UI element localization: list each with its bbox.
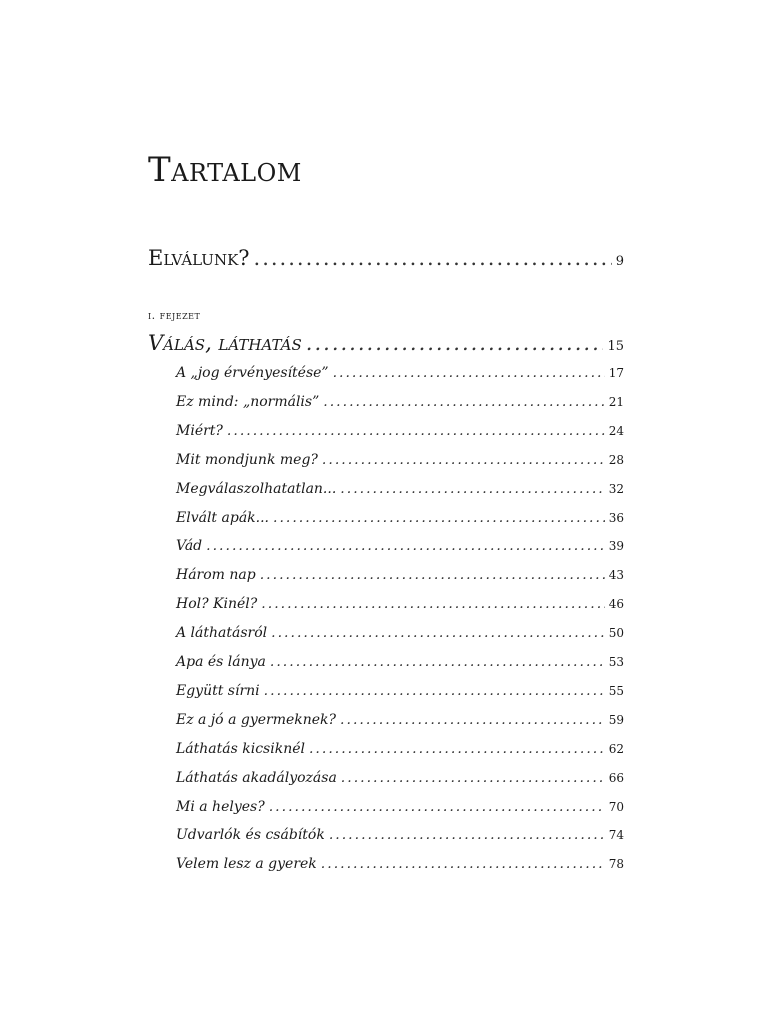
dot-leader bbox=[309, 741, 605, 757]
dot-leader bbox=[321, 856, 605, 872]
chapter-label: i. fejezet bbox=[148, 309, 201, 322]
toc-intro-title: Elválunk? bbox=[148, 246, 250, 270]
dot-leader bbox=[264, 683, 605, 699]
toc-entry-title: Apa és lánya bbox=[176, 654, 266, 670]
toc-entry-page: 78 bbox=[608, 857, 624, 872]
toc-entry-title: Együtt sírni bbox=[176, 682, 260, 699]
dot-leader bbox=[340, 712, 605, 728]
dot-leader bbox=[260, 567, 605, 583]
toc-entry-row bbox=[176, 394, 624, 410]
toc-entry-row bbox=[176, 712, 624, 728]
toc-entry-row bbox=[176, 741, 624, 757]
dot-leader bbox=[227, 423, 605, 439]
dot-leader bbox=[341, 770, 605, 786]
toc-entry-row bbox=[176, 654, 624, 670]
toc-entry-title: Vád bbox=[176, 538, 203, 555]
toc-chapter-page: 15 bbox=[607, 339, 624, 354]
toc-intro-page: 9 bbox=[615, 254, 624, 269]
page-title: Tartalom bbox=[148, 150, 302, 190]
toc-entry-title: Ez mind: „normális” bbox=[176, 393, 320, 410]
toc-entry-title: Mi a helyes? bbox=[176, 798, 265, 815]
toc-entry-title: Velem lesz a gyerek bbox=[176, 856, 317, 873]
toc-entry-title: A „jog érvényesítése” bbox=[176, 365, 329, 381]
toc-entry-page: 66 bbox=[608, 770, 624, 785]
dot-leader bbox=[261, 596, 604, 612]
toc-entry-page: 70 bbox=[608, 799, 624, 814]
dot-leader bbox=[329, 827, 605, 843]
dot-leader bbox=[271, 625, 605, 641]
dot-leader bbox=[322, 452, 605, 468]
dot-leader bbox=[333, 365, 605, 381]
dot-leader bbox=[269, 799, 605, 815]
toc-entry-page: 39 bbox=[608, 539, 624, 554]
toc-entry-row bbox=[176, 683, 624, 699]
toc-entry-row bbox=[176, 770, 624, 786]
toc-entry-page: 53 bbox=[608, 655, 624, 669]
toc-entry-page: 43 bbox=[608, 568, 624, 583]
toc-entry-title: Hol? Kinél? bbox=[176, 596, 258, 613]
toc-entry-title: Elvált apák... bbox=[176, 509, 269, 526]
toc-entry-page: 17 bbox=[608, 366, 624, 380]
toc-entry-page: 28 bbox=[608, 452, 624, 467]
toc-entry-title: Láthatás kicsiknél bbox=[176, 740, 305, 757]
toc-entry-page: 62 bbox=[608, 741, 624, 756]
toc-entry-row bbox=[176, 538, 624, 554]
dot-leader bbox=[306, 331, 604, 355]
toc-entry-page: 46 bbox=[608, 597, 624, 612]
toc-entry-title: Ez a jó a gyermeknek? bbox=[176, 711, 337, 728]
toc-entry-row bbox=[176, 452, 624, 468]
dot-leader bbox=[273, 510, 605, 526]
toc-entry-title: Megválaszolhatatlan... bbox=[176, 480, 337, 497]
toc-intro-row bbox=[148, 246, 624, 270]
toc-entry-title: Három nap bbox=[176, 567, 256, 584]
dot-leader bbox=[270, 654, 605, 670]
toc-entry-page: 36 bbox=[608, 510, 624, 525]
toc-entry-page: 55 bbox=[608, 683, 624, 698]
toc-entry-row bbox=[176, 596, 624, 612]
toc-entry-row bbox=[176, 510, 624, 526]
toc-entry-row bbox=[176, 799, 624, 815]
toc-entry-title: A láthatásról bbox=[176, 625, 268, 642]
toc-entry-row bbox=[176, 567, 624, 583]
toc-entry-page: 50 bbox=[608, 626, 624, 641]
toc-entry-row bbox=[176, 625, 624, 641]
toc-entry-title: Miért? bbox=[176, 422, 223, 439]
toc-entry-title: Láthatás akadályozása bbox=[176, 769, 337, 786]
toc-entry-row bbox=[176, 856, 624, 872]
toc-chapter-title: Válás, láthatás bbox=[148, 331, 302, 355]
toc-entry-row bbox=[176, 481, 624, 497]
toc-entry-title: Udvarlók és csábítók bbox=[176, 827, 325, 844]
toc-entry-page: 74 bbox=[608, 828, 624, 843]
dot-leader bbox=[323, 394, 604, 410]
toc-entry-title: Mit mondjunk meg? bbox=[176, 451, 318, 468]
dot-leader bbox=[206, 538, 605, 554]
toc-entry-row bbox=[176, 365, 624, 381]
toc-entry-page: 32 bbox=[608, 481, 624, 496]
toc-entry-page: 59 bbox=[608, 712, 624, 727]
toc-entry-row bbox=[176, 423, 624, 439]
dot-leader bbox=[254, 246, 612, 270]
toc-chapter-row bbox=[148, 331, 624, 355]
toc-entry-row bbox=[176, 827, 624, 843]
dot-leader bbox=[340, 481, 604, 497]
toc-entry-page: 21 bbox=[608, 394, 624, 409]
toc-entry-page: 24 bbox=[608, 423, 624, 438]
